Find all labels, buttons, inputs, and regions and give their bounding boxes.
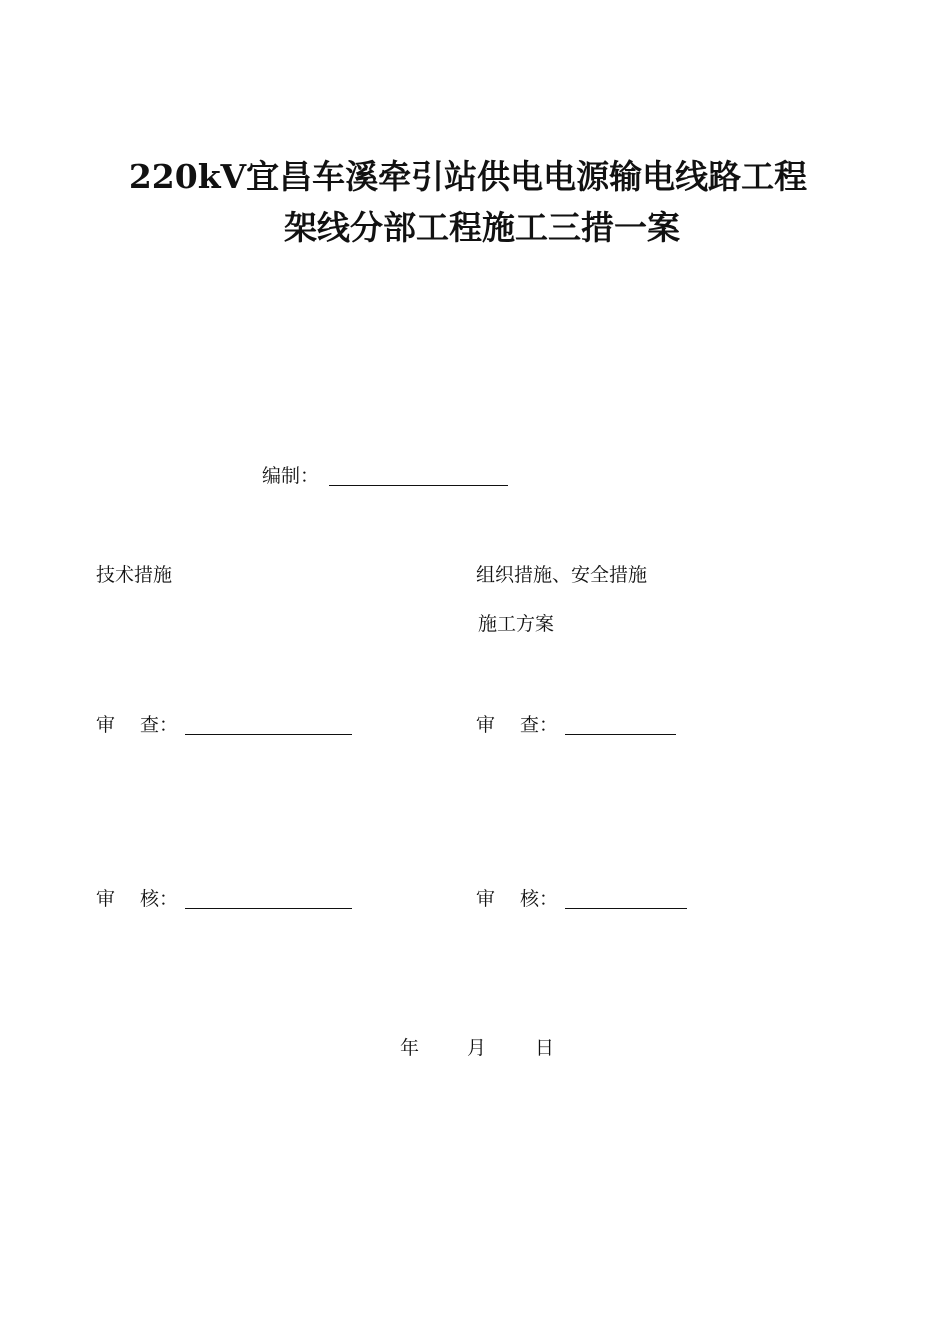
technical-measures-heading: 技术措施 — [96, 564, 173, 586]
left-approve-signature-line[interactable] — [185, 908, 352, 909]
document-title-line-1: 220kV宜昌车溪牵引站供电电源输电线路工程 — [128, 157, 808, 196]
date-year-label: 年 — [400, 1037, 420, 1059]
right-review-label-part2: 查： — [520, 714, 559, 736]
construction-plan-heading: 施工方案 — [478, 613, 555, 635]
compiled-by-signature-line[interactable] — [329, 485, 508, 486]
left-review-label-part2: 查： — [140, 714, 179, 736]
left-review-label-part1: 审 — [96, 714, 116, 736]
date-day-label: 日 — [535, 1037, 555, 1059]
left-review-signature-line[interactable] — [185, 734, 352, 735]
organization-safety-measures-heading: 组织措施、安全措施 — [476, 564, 648, 586]
document-title-line-2: 架线分部工程施工三措一案 — [284, 208, 680, 247]
right-approve-signature-line[interactable] — [565, 908, 687, 909]
right-approve-label-part2: 核： — [520, 888, 559, 910]
date-month-label: 月 — [467, 1037, 487, 1059]
left-approve-label-part1: 审 — [96, 888, 116, 910]
left-approve-label-part2: 核： — [140, 888, 179, 910]
compiled-by-label: 编制： — [262, 465, 320, 487]
right-approve-label-part1: 审 — [476, 888, 496, 910]
right-review-label-part1: 审 — [476, 714, 496, 736]
right-review-signature-line[interactable] — [565, 734, 676, 735]
